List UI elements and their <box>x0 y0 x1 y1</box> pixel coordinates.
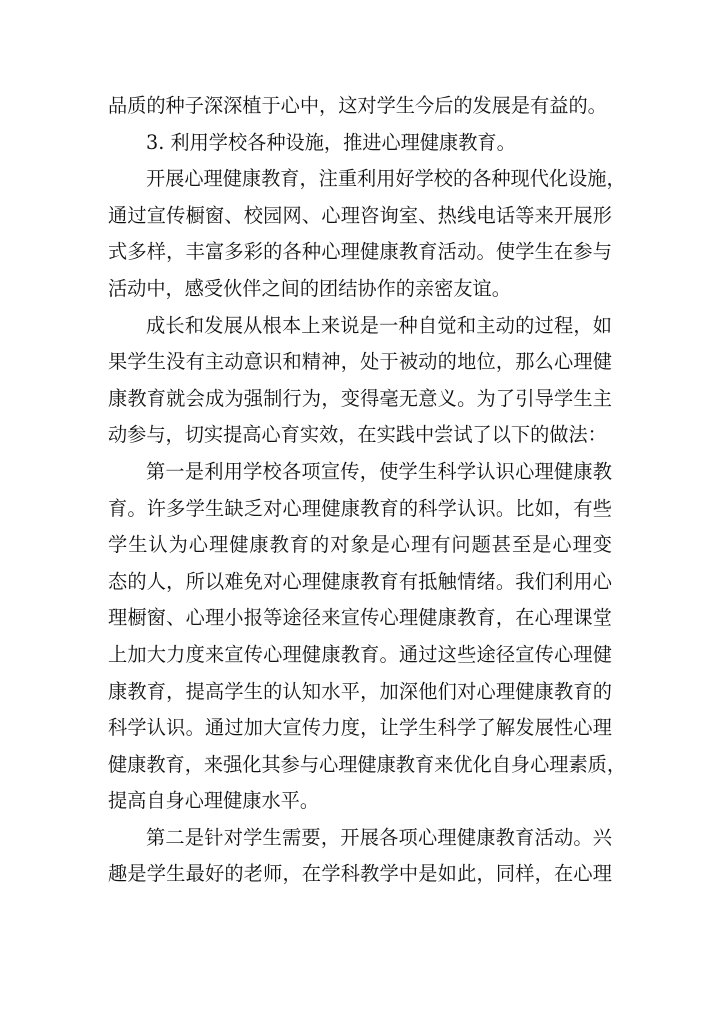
text-line: 果学生没有主动意识和精神，处于被动的地位，那么心理健 <box>108 350 612 374</box>
text-line: 育。许多学生缺乏对心理健康教育的科学认识。比如，有些 <box>108 496 612 520</box>
text-line: 提高自身心理健康水平。 <box>108 789 320 813</box>
text-line: 成长和发展从根本上来说是一种自觉和主动的过程，如 <box>146 313 612 337</box>
text-line: 3. 利用学校各种设施，推进心理健康教育。 <box>146 130 516 154</box>
text-line: 康教育就会成为强制行为，变得毫无意义。为了引导学生主 <box>108 386 612 410</box>
text-line: 动参与，切实提高心育实效，在实践中尝试了以下的做法： <box>108 423 607 447</box>
text-line: 学生认为心理健康教育的对象是心理有问题甚至是心理变 <box>108 533 612 557</box>
text-line: 健康教育，来强化其参与心理健康教育来优化自身心理素质， <box>108 752 627 776</box>
text-line: 态的人，所以难免对心理健康教育有抵触情绪。我们利用心 <box>108 569 612 593</box>
text-line: 趣是学生最好的老师，在学科教学中是如此，同样，在心理 <box>108 862 612 886</box>
text-line: 通过宣传橱窗、校园网、心理咨询室、热线电话等来开展形 <box>108 203 612 227</box>
document-body <box>108 88 627 893</box>
text-line: 式多样，丰富多彩的各种心理健康教育活动。使学生在参与 <box>108 240 612 264</box>
text-line: 理橱窗、心理小报等途径来宣传心理健康教育，在心理课堂 <box>108 606 612 630</box>
text-line: 活动中，感受伙伴之间的团结协作的亲密友谊。 <box>108 276 511 300</box>
text-line: 品质的种子深深植于心中，这对学生今后的发展是有益的。 <box>108 94 607 117</box>
text-line: 科学认识。通过加大宣传力度，让学生科学了解发展性心理 <box>108 716 612 740</box>
text-line: 第一是利用学校各项宣传，使学生科学认识心理健康教 <box>146 459 612 483</box>
text-line: 第二是针对学生需要，开展各项心理健康教育活动。兴 <box>146 825 612 849</box>
text-line: 上加大力度来宣传心理健康教育。通过这些途径宣传心理健 <box>108 642 612 666</box>
text-line: 开展心理健康教育，注重利用好学校的各种现代化设施， <box>146 167 626 191</box>
text-line: 康教育，提高学生的认知水平，加深他们对心理健康教育的 <box>108 679 612 703</box>
